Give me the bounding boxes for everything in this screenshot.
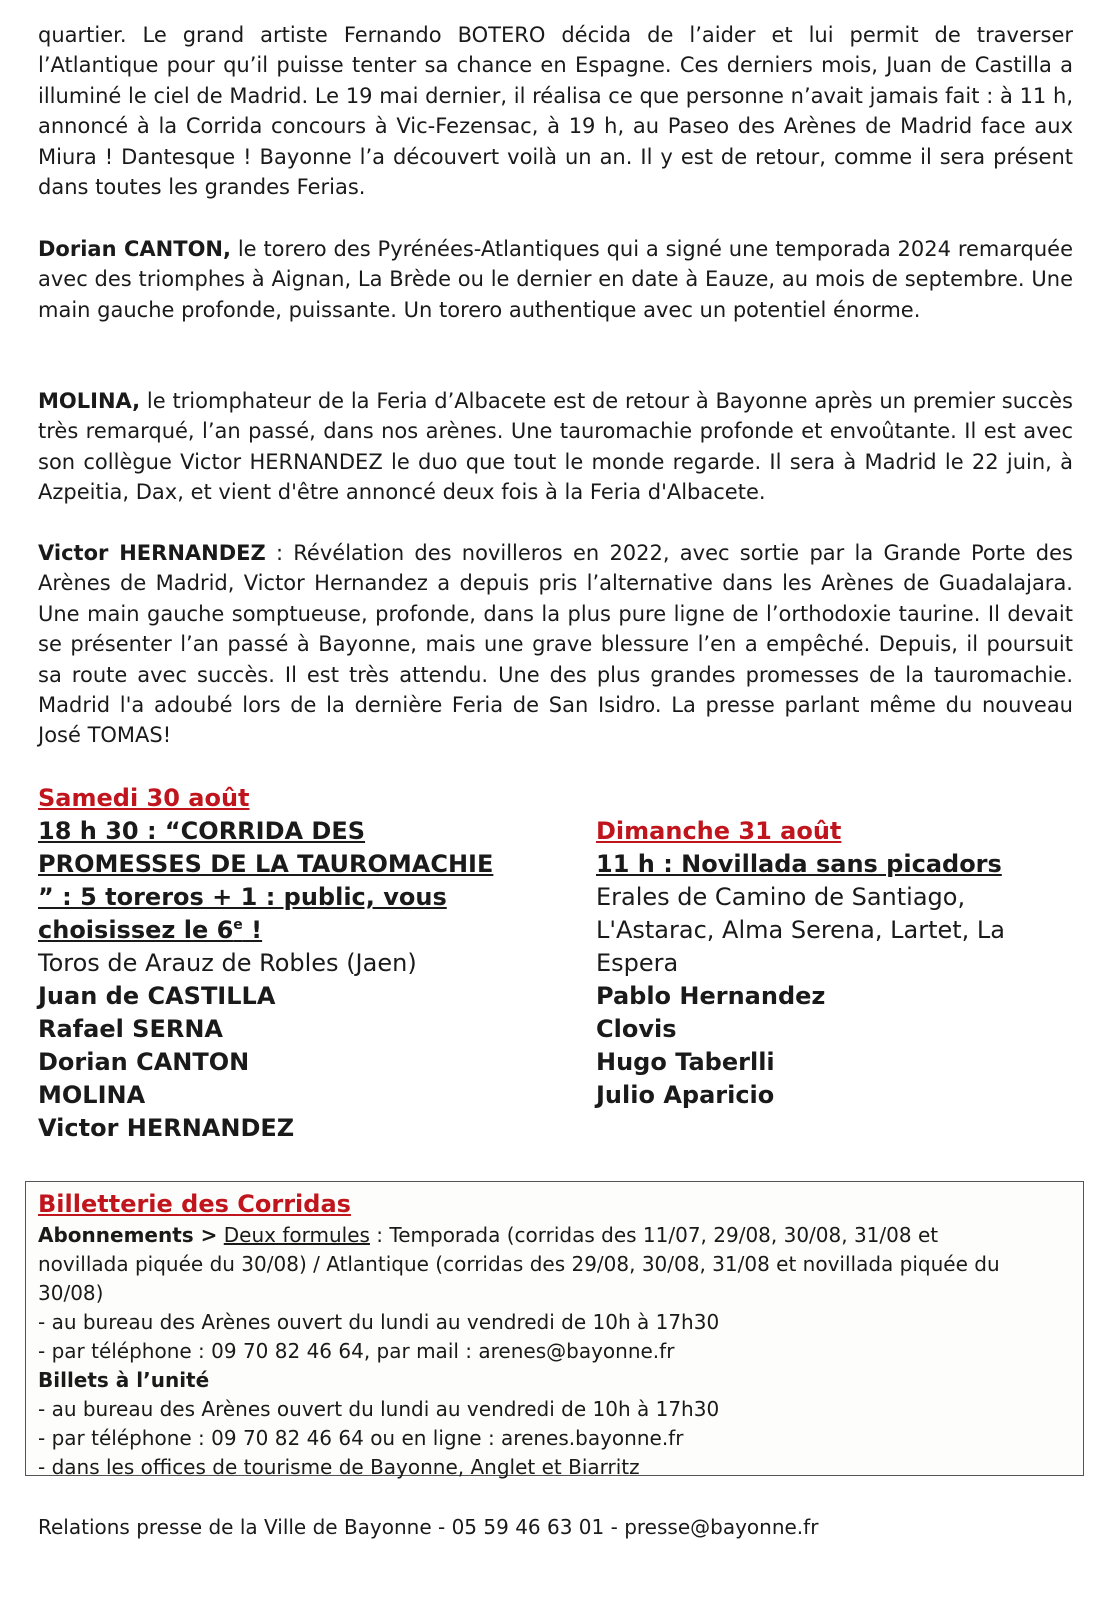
subscriptions-line: Abonnements > Deux formules : Temporada (corridas des 11/07, 29/08, 30/08, 31/08 et	[38, 1223, 939, 1247]
saturday-event-line: choisissez le 6e !	[38, 916, 263, 944]
sunday-event: 11 h : Novillada sans picadors	[596, 850, 1002, 878]
sunday-bulls-line: L'Astarac, Alma Serena, Lartet, La	[596, 916, 1005, 944]
ticketing-box	[25, 1181, 1084, 1479]
single-ticket-item: - par téléphone : 09 70 82 46 64 ou en ligne : arenes.bayonne.fr	[38, 1426, 684, 1450]
subscription-item: - par téléphone : 09 70 82 46 64, par mail : arenes@bayonne.fr	[38, 1339, 675, 1363]
subscriptions-line: novillada piquée du 30/08) / Atlantique (corridas des 29/08, 30/08, 31/08 et novillada piquée du	[38, 1252, 1000, 1276]
torero-description: : Révélation des novilleros en 2022, avec sortie par la Grande Porte des Arènes de Madrid, Victor Hernandez a depuis pris l’alternative dans les Arènes de Guadalajara. Une main gauche somptueuse, profonde, dans la plus pure ligne de l’orthodoxie taurine. Il devait se présenter l’an passé à Bayonne, mais une grave blessure l’en a empêché. Depuis, il poursuit sa route avec succès. Il est très attendu. Une des plus grandes promesses de la tauromachie. Madrid l'a adoubé lors de la dernière Feria de San Isidro. La presse parlant même du nouveau José TOMAS!	[38, 541, 1073, 748]
single-ticket-item: - au bureau des Arènes ouvert du lundi au vendredi de 10h à 17h30	[38, 1397, 720, 1421]
subscriptions-label: Abonnements >	[38, 1223, 218, 1247]
saturday-torero: MOLINA	[38, 1081, 146, 1109]
saturday-torero: Rafael SERNA	[38, 1015, 223, 1043]
sunday-novillero: Julio Aparicio	[596, 1081, 775, 1109]
sunday-bulls-line: Erales de Camino de Santiago,	[596, 883, 966, 911]
torero-name: Victor HERNANDEZ	[38, 541, 266, 565]
intro-paragraph: quartier. Le grand artiste Fernando BOTERO décida de l’aider et lui permit de traverser l’Atlantique pour qu’il puisse tenter sa chance en Espagne. Ces derniers mois, Juan de Castilla a illuminé le ciel de Madrid. Le 19 mai dernier, il réalisa ce que personne n’avait jamais fait : à 11 h, annoncé à la Corrida concours à Vic-Fezensac, à 19 h, au Paseo des Arènes de Madrid face aux Miura ! Dantesque ! Bayonne l’a découvert voilà un an. Il y est de retour, comme il sera présent dans toutes les grandes Ferias.	[38, 23, 1073, 200]
sunday-bulls-line: Espera	[596, 949, 679, 977]
sunday-program	[596, 815, 1005, 1112]
sunday-date: Dimanche 31 août	[596, 817, 842, 845]
saturday-torero: Victor HERNANDEZ	[38, 1114, 295, 1142]
saturday-bulls: Toros de Arauz de Robles (Jaen)	[38, 949, 417, 977]
saturday-event-line: PROMESSES DE LA TAUROMACHIE	[38, 850, 494, 878]
sunday-novillero: Hugo Taberlli	[596, 1048, 775, 1076]
ticketing-title: Billetterie des Corridas	[38, 1190, 351, 1218]
saturday-date: Samedi 30 août	[38, 784, 250, 812]
formulas-label: Deux formules	[223, 1223, 370, 1247]
sunday-novillero: Clovis	[596, 1015, 677, 1043]
subscriptions-line: 30/08)	[38, 1281, 104, 1305]
saturday-torero: Juan de CASTILLA	[38, 982, 276, 1010]
saturday-program	[38, 782, 493, 1145]
saturday-event-line: ” : 5 toreros + 1 : public, vous	[38, 883, 447, 911]
single-ticket-item: - dans les offices de tourisme de Bayonne, Anglet et Biarritz	[38, 1455, 640, 1479]
saturday-torero: Dorian CANTON	[38, 1048, 250, 1076]
sunday-novillero: Pablo Hernandez	[596, 982, 826, 1010]
torero-description: le torero des Pyrénées-Atlantiques qui a signé une temporada 2024 remarquée avec des triomphes à Aignan, La Brède ou le dernier en date à Eauze, au mois de septembre. Une main gauche profonde, puissante. Un torero authentique avec un potentiel énorme.	[38, 237, 1073, 322]
torero-paragraph-hernandez	[38, 538, 1073, 751]
torero-name: Dorian CANTON,	[38, 237, 231, 261]
press-contact-footer: Relations presse de la Ville de Bayonne - 05 59 46 63 01 - presse@bayonne.fr	[38, 1515, 819, 1539]
torero-paragraph-canton	[38, 234, 1073, 325]
torero-name: MOLINA,	[38, 389, 141, 413]
subscription-item: - au bureau des Arènes ouvert du lundi au vendredi de 10h à 17h30	[38, 1310, 720, 1334]
torero-description: le triomphateur de la Feria d’Albacete est de retour à Bayonne après un premier succès très remarqué, l’an passé, dans nos arènes. Une tauromachie profonde et envoûtante. Il est avec son collègue Victor HERNANDEZ le duo que tout le monde regarde. Il sera à Madrid le 22 juin, à Azpeitia, Dax, et vient d'être annoncé deux fois à la Feria d'Albacete.	[38, 389, 1073, 505]
saturday-event-line: 18 h 30 : “CORRIDA DES	[38, 817, 366, 845]
torero-paragraph-molina	[38, 386, 1073, 508]
single-tickets-label: Billets à l’unité	[38, 1368, 210, 1392]
